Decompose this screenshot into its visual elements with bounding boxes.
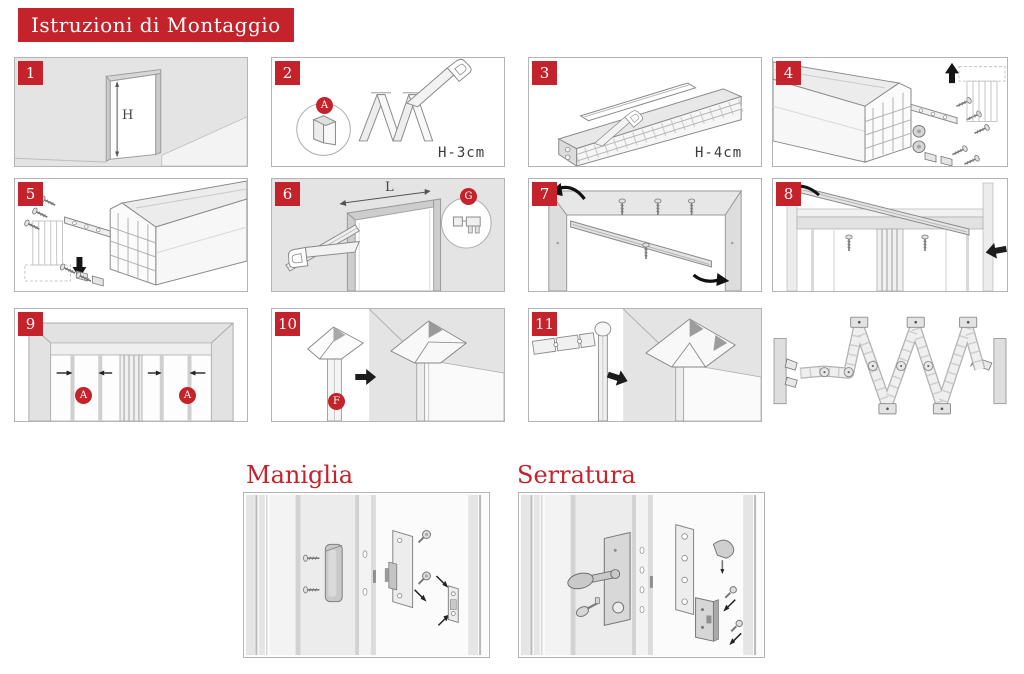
step-6-panel	[271, 178, 505, 292]
step-3-panel	[528, 57, 762, 167]
page-title: Istruzioni di Montaggio	[18, 8, 294, 42]
part-a-badge: A	[75, 387, 92, 404]
part-f-badge: F	[328, 393, 345, 410]
step-number-badge: 7	[532, 182, 557, 206]
step-number-badge: 5	[18, 182, 43, 206]
folding-door-top-view-illustration	[772, 308, 1008, 422]
handle-panel	[243, 492, 490, 658]
step-5-panel	[14, 178, 248, 292]
track-insertion-illustration	[529, 179, 761, 291]
cut-dimension-label: H-3cm	[438, 145, 486, 161]
handle-assembly-illustration	[244, 493, 489, 657]
step-number-badge: 11	[532, 312, 557, 336]
step-number-badge: 6	[275, 182, 300, 206]
step-11-panel	[528, 308, 762, 422]
handle-section-title: Maniglia	[246, 461, 354, 489]
step-number-badge: 9	[18, 312, 43, 336]
lock-assembly-illustration	[519, 493, 764, 657]
step-number-badge: 3	[532, 61, 557, 85]
part-a-badge: A	[316, 97, 333, 114]
step-number-badge: 4	[776, 61, 801, 85]
step-2-panel	[271, 57, 505, 167]
height-dimension-label: H	[122, 108, 134, 123]
step-9-panel	[14, 308, 248, 422]
door-alignment-illustration	[15, 309, 247, 421]
header-track-mounting-illustration	[773, 179, 1007, 291]
step-7-panel	[528, 178, 762, 292]
step-number-badge: 2	[275, 61, 300, 85]
lock-panel	[518, 492, 765, 658]
accordion-top-view-panel	[772, 308, 1008, 422]
step-number-badge: 1	[18, 61, 43, 85]
step-8-panel	[772, 178, 1008, 292]
step-1-panel	[14, 57, 248, 167]
corner-cap-installation-illustration	[272, 309, 504, 421]
part-a-badge: A	[179, 387, 196, 404]
bottom-bracket-assembly-illustration	[15, 179, 247, 291]
cut-dimension-label: H-4cm	[695, 145, 743, 161]
part-g-badge: G	[460, 188, 477, 205]
width-dimension-label: L	[385, 180, 394, 195]
step-number-badge: 8	[776, 182, 801, 206]
lock-section-title: Serratura	[517, 461, 636, 489]
step-4-panel	[772, 57, 1008, 167]
top-bracket-assembly-illustration	[773, 58, 1007, 166]
step-10-panel	[271, 308, 505, 422]
step-number-badge: 10	[275, 312, 300, 336]
pivot-post-installation-illustration	[529, 309, 761, 421]
